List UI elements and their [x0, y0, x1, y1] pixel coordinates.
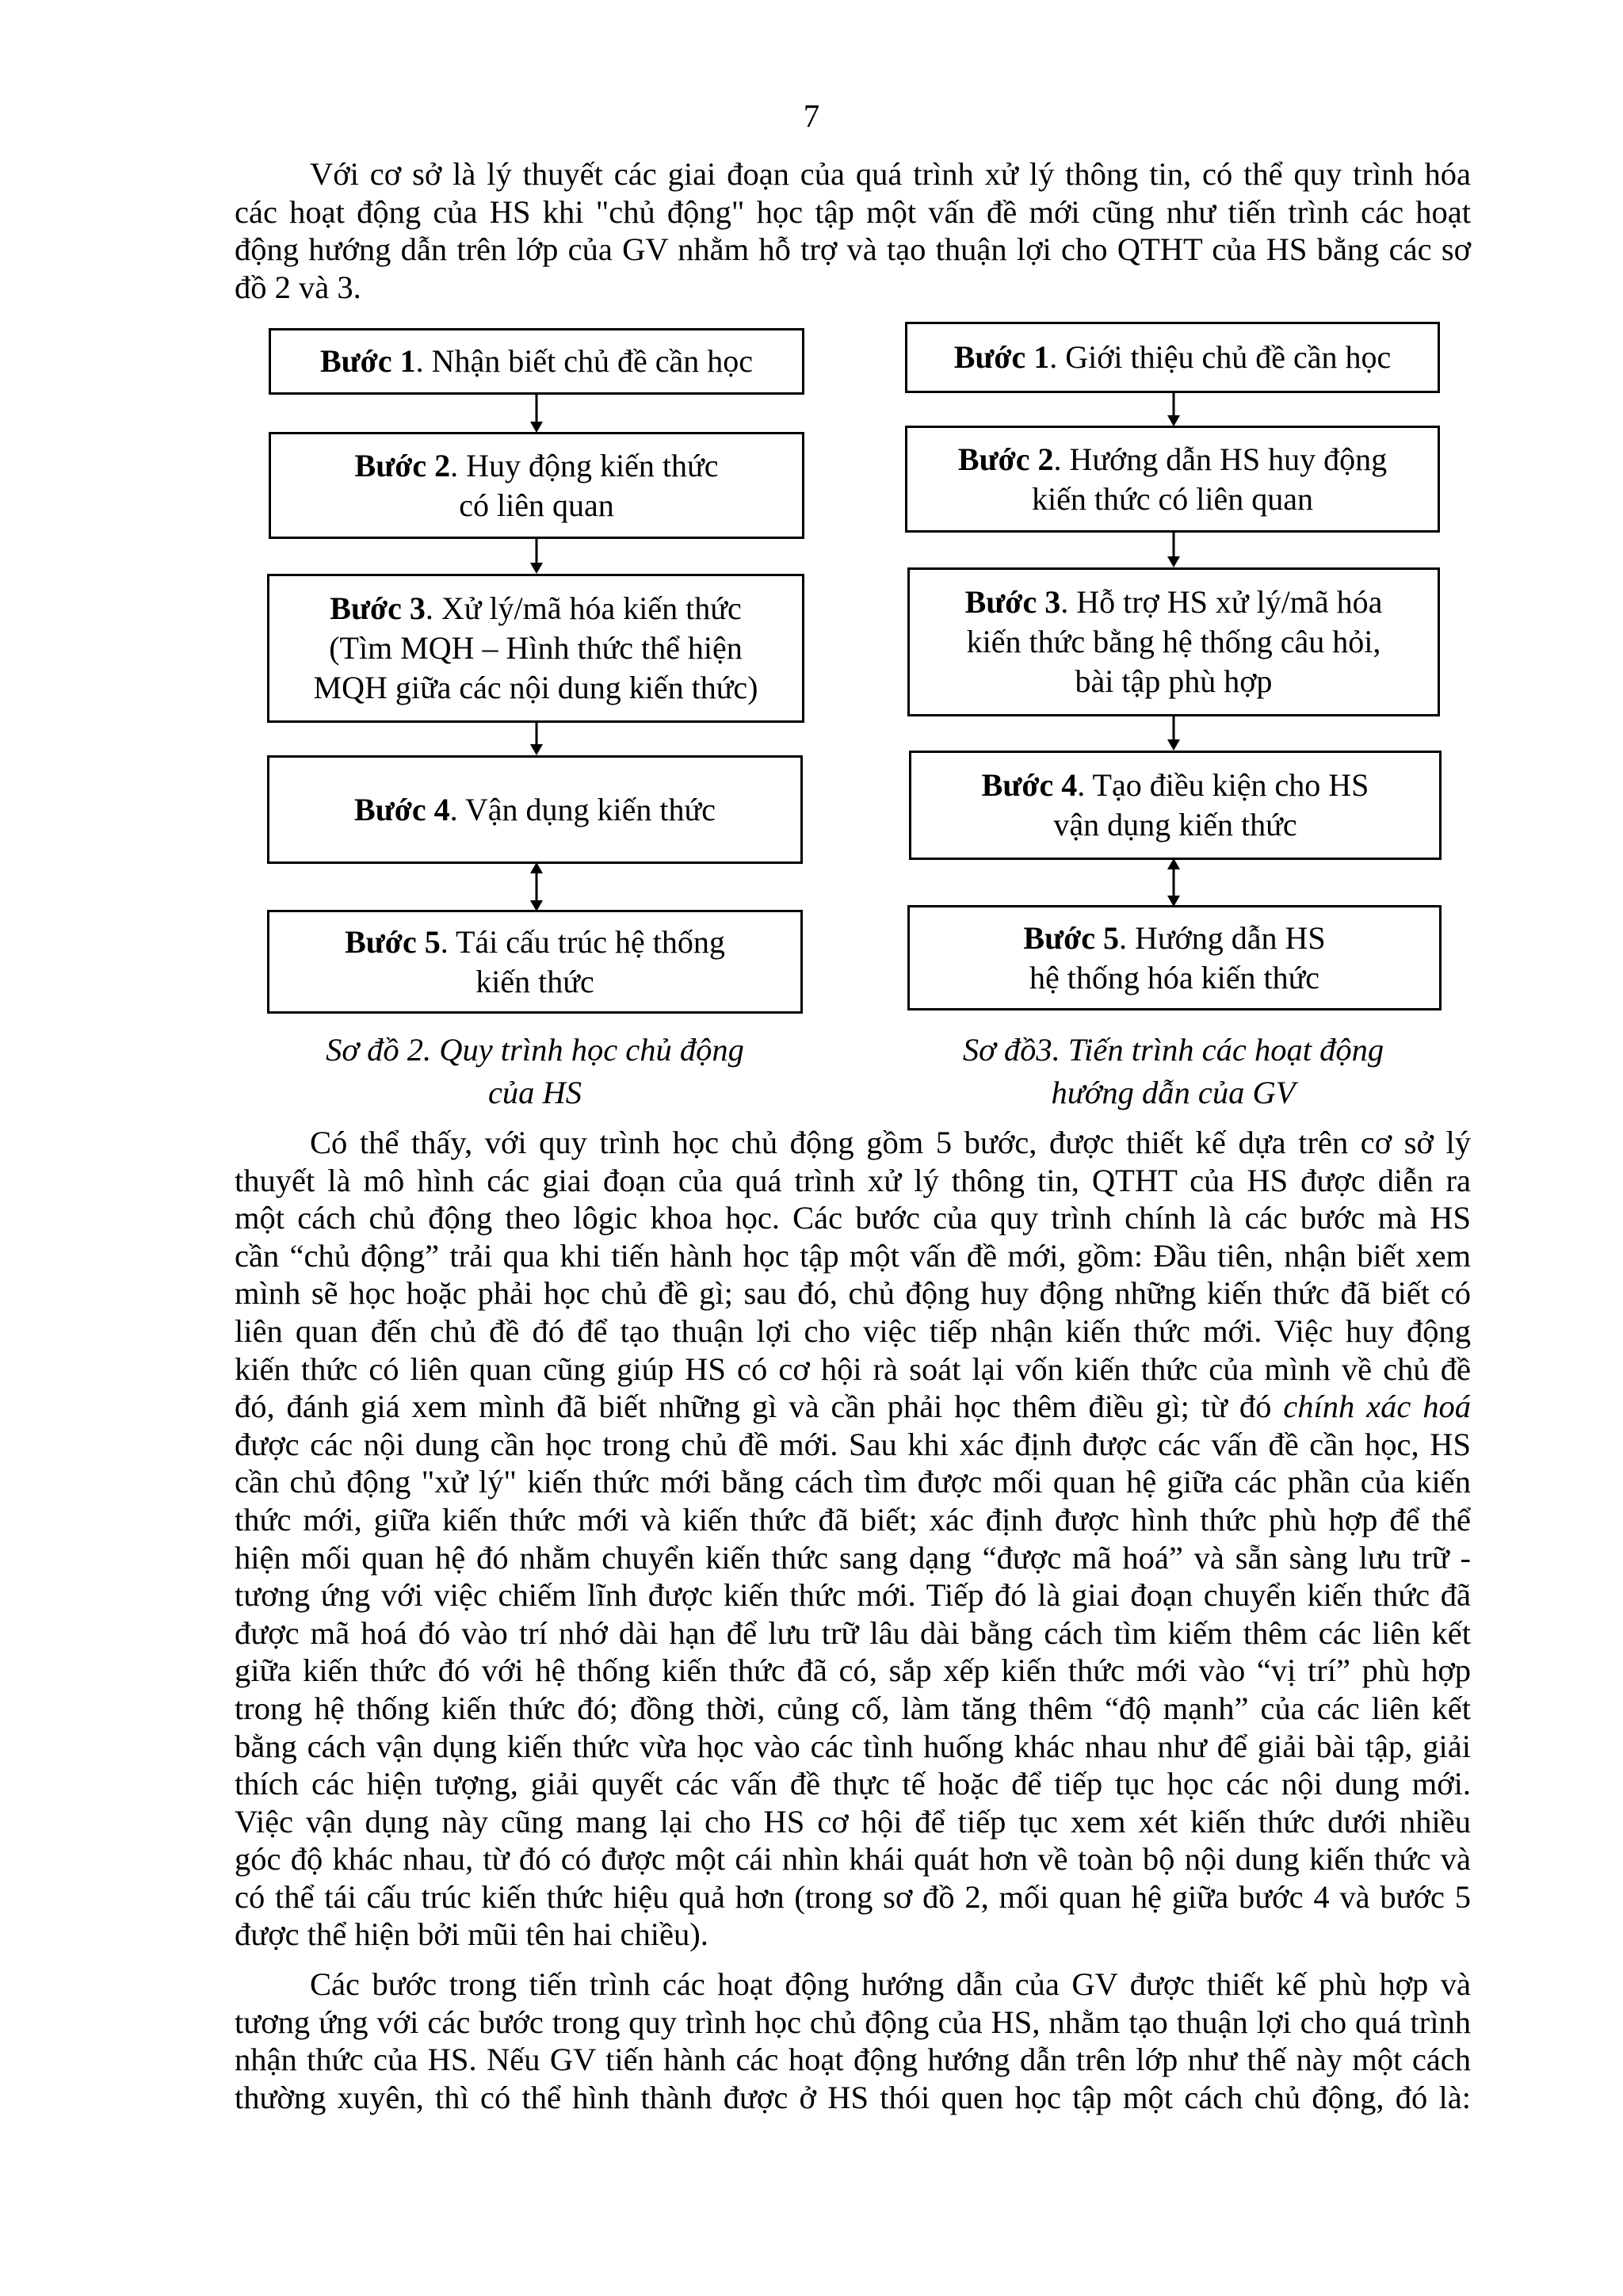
- double-arrow-icon: [1162, 858, 1186, 907]
- step-text: . Vận dụng kiến thức: [449, 791, 716, 827]
- right-diagram-caption: [905, 1029, 1442, 1114]
- left-diagram-caption: [267, 1029, 803, 1114]
- body-line: góc độ khác nhau, từ đó có được một cái nhìn khái quát hơn về toàn bộ nội dung kiến thức và: [235, 1841, 1471, 1878]
- intro-line: Với cơ sở là lý thuyết các giai đoạn của quá trình xử lý thông tin, có thể quy trình hóa: [310, 156, 1471, 192]
- caption-line: của HS: [487, 1075, 582, 1110]
- step-label: Bước 3: [330, 590, 426, 626]
- body-line: hiện mối quan hệ đó nhằm chuyển kiến thức sang dạng “được mã hoá” và sẵn sàng lưu trữ -: [235, 1539, 1471, 1576]
- body-line: Việc vận dụng này cũng mang lại cho HS cơ hội để tiếp tục xem xét kiến thức dưới nhiều: [235, 1803, 1471, 1839]
- step-text-line3: MQH giữa các nội dung kiến thức): [313, 670, 758, 705]
- closing-paragraph: [235, 1966, 1471, 2116]
- body-line: có thể tái cấu trúc kiến thức hiệu quả hơn (trong sơ đồ 2, mối quan hệ giữa bước 4 và bước 5: [235, 1878, 1471, 1915]
- arrow-down-icon: [525, 393, 548, 434]
- left-step-3-box: [267, 574, 804, 723]
- left-step-1-box: [269, 328, 804, 395]
- caption-line: hướng dẫn của GV: [1051, 1075, 1296, 1110]
- step-label: Bước 1: [953, 339, 1050, 375]
- step-label: Bước 2: [957, 441, 1054, 477]
- step-label: Bước 2: [354, 447, 451, 483]
- right-step-5-box: [907, 905, 1442, 1010]
- italic-phrase: chính xác hoá: [1283, 1389, 1471, 1425]
- step-text: . Tái cấu trúc hệ thống: [440, 923, 725, 960]
- arrow-down-icon: [1162, 715, 1186, 752]
- closing-line: Các bước trong tiến trình các hoạt động hướng dẫn của GV được thiết kế phù hợp và: [310, 1966, 1471, 2002]
- intro-line: động hướng dẫn trên lớp của GV nhằm hỗ trợ và tạo thuận lợi cho QTHT của HS bằng các sơ: [235, 231, 1471, 268]
- body-line: được các nội dung cần học trong chủ đề mới. Sau khi xác định được các vấn đề cần học, HS: [235, 1426, 1471, 1462]
- intro-line: các hoạt động của HS khi "chủ động" học tập một vấn đề mới cũng như tiến trình các hoạt: [235, 193, 1471, 230]
- body-line: thích các hiện tượng, giải quyết các vấn đề thực tế hoặc để tiếp tục học các nội dung mới.: [235, 1766, 1471, 1802]
- step-label: Bước 1: [320, 343, 416, 379]
- step-text: . Hướng dẫn HS: [1118, 919, 1326, 956]
- body-line: mình sẽ học hoặc phải học chủ đề gì; sau đó, chủ động huy động những kiến thức đã biết có: [235, 1275, 1471, 1312]
- arrow-down-icon: [1162, 531, 1186, 569]
- body-line: cần “chủ động” trải qua khi tiến hành học tập một vấn đề mới, gồm: Đầu tiên, nhận biết xem: [235, 1237, 1471, 1274]
- right-step-2-box: [905, 426, 1440, 533]
- body-line: thuyết là mô hình các giai đoạn của quá trình xử lý thông tin, QTHT của HS được diễn ra: [235, 1162, 1471, 1198]
- step-text-line2: (Tìm MQH – Hình thức thể hiện: [329, 630, 743, 666]
- body-line: kiến thức có liên quan cũng giúp HS có cơ hội rà soát lại vốn kiến thức của mình về chủ đề: [235, 1350, 1471, 1387]
- right-step-1-box: [905, 322, 1440, 393]
- step-text-line2: kiến thức: [475, 963, 594, 999]
- step-text-line2: hệ thống hóa kiến thức: [1029, 959, 1320, 995]
- left-step-4-box: [267, 755, 803, 864]
- body-paragraph: [235, 1124, 1471, 1954]
- step-label: Bước 5: [1023, 919, 1119, 956]
- closing-line: tương ứng với các bước trong quy trình học chủ động của HS, nhằm tạo thuận lợi cho quá trình: [235, 2004, 1471, 2040]
- step-text: . Xử lý/mã hóa kiến thức: [425, 590, 742, 626]
- body-line: được mã hoá đó vào trí nhớ dài hạn để lưu trữ lâu dài bằng cách tìm kiếm thêm các liên kết: [235, 1614, 1471, 1651]
- step-text-line2: có liên quan: [459, 487, 614, 523]
- step-label: Bước 3: [964, 584, 1061, 620]
- body-line: thức mới, giữa kiến thức mới và kiến thức đã biết; xác định được hình thức phù hợp để thể: [235, 1501, 1471, 1538]
- body-line: tương ứng với việc chiếm lĩnh được kiến thức mới. Tiếp đó là giai đoạn chuyển kiến thức đã: [235, 1577, 1471, 1614]
- body-line-text: đó, đánh giá xem mình đã biết những gì và cần phải học thêm điều gì; từ đó: [235, 1389, 1272, 1425]
- double-arrow-icon: [525, 862, 548, 911]
- right-step-4-box: [909, 751, 1442, 860]
- step-label: Bước 4: [981, 767, 1078, 803]
- step-text: . Tạo điều kiện cho HS: [1077, 767, 1369, 803]
- arrow-down-icon: [525, 537, 548, 575]
- body-line: Có thể thấy, với quy trình học chủ động gồm 5 bước, được thiết kế dựa trên cơ sở lý: [310, 1125, 1471, 1160]
- closing-line: thường xuyên, thì có thể hình thành được ở HS thói quen học tập một cách chủ động, đó là:: [235, 2079, 1471, 2115]
- left-step-2-box: [269, 432, 804, 539]
- step-text: . Nhận biết chủ đề cần học: [415, 343, 753, 379]
- step-label: Bước 4: [354, 791, 450, 827]
- step-text-line2: kiến thức có liên quan: [1032, 480, 1313, 517]
- intro-line: đồ 2 và 3.: [235, 269, 361, 305]
- caption-line: Sơ đồ 2. Quy trình học chủ động: [326, 1032, 744, 1068]
- step-text-line2: kiến thức bằng hệ thống câu hỏi,: [966, 624, 1381, 659]
- closing-line: nhận thức của HS. Nếu GV tiến hành các hoạt động hướng dẫn trên lớp như thế này một cách: [235, 2042, 1471, 2078]
- body-line: một cách chủ động theo lôgic khoa học. Các bước của quy trình chính là các bước mà HS: [235, 1200, 1471, 1236]
- step-text: . Hỗ trợ HS xử lý/mã hóa: [1060, 584, 1383, 620]
- body-line: [235, 1388, 1471, 1426]
- arrow-down-icon: [525, 721, 548, 757]
- body-line: liên quan đến chủ đề đó để tạo thuận lợi cho việc tiếp nhận kiến thức mới. Việc huy động: [235, 1312, 1471, 1349]
- arrow-down-icon: [1162, 392, 1186, 428]
- step-text: . Huy động kiến thức: [450, 447, 719, 483]
- body-line: trong hệ thống kiến thức đó; đồng thời, củng cố, làm tăng thêm “độ mạnh” của các liên kết: [235, 1690, 1471, 1726]
- step-text: . Giới thiệu chủ đề cần học: [1049, 339, 1392, 375]
- step-label: Bước 5: [345, 923, 441, 960]
- page-number: 7: [803, 97, 820, 134]
- body-line: bằng cách vận dụng kiến thức vừa học vào các tình huống khác nhau như để giải bài tập, giải: [235, 1728, 1471, 1764]
- step-text: . Hướng dẫn HS huy động: [1053, 441, 1388, 477]
- left-step-5-box: [267, 910, 803, 1014]
- step-text-line3: bài tập phù hợp: [1075, 663, 1273, 699]
- body-line: giữa kiến thức đó với hệ thống kiến thức đã có, sắp xếp kiến thức mới vào “vị trí” phù hợp: [235, 1652, 1471, 1689]
- right-step-3-box: [907, 567, 1440, 716]
- step-text-line2: vận dụng kiến thức: [1053, 807, 1297, 842]
- intro-paragraph: [235, 155, 1471, 306]
- caption-line: Sơ đồ3. Tiến trình các hoạt động: [962, 1032, 1384, 1068]
- body-line: được thể hiện bởi mũi tên hai chiều).: [235, 1916, 708, 1953]
- body-line: cần chủ động "xử lý" kiến thức mới bằng cách tìm được mối quan hệ giữa các phần của kiến: [235, 1464, 1471, 1500]
